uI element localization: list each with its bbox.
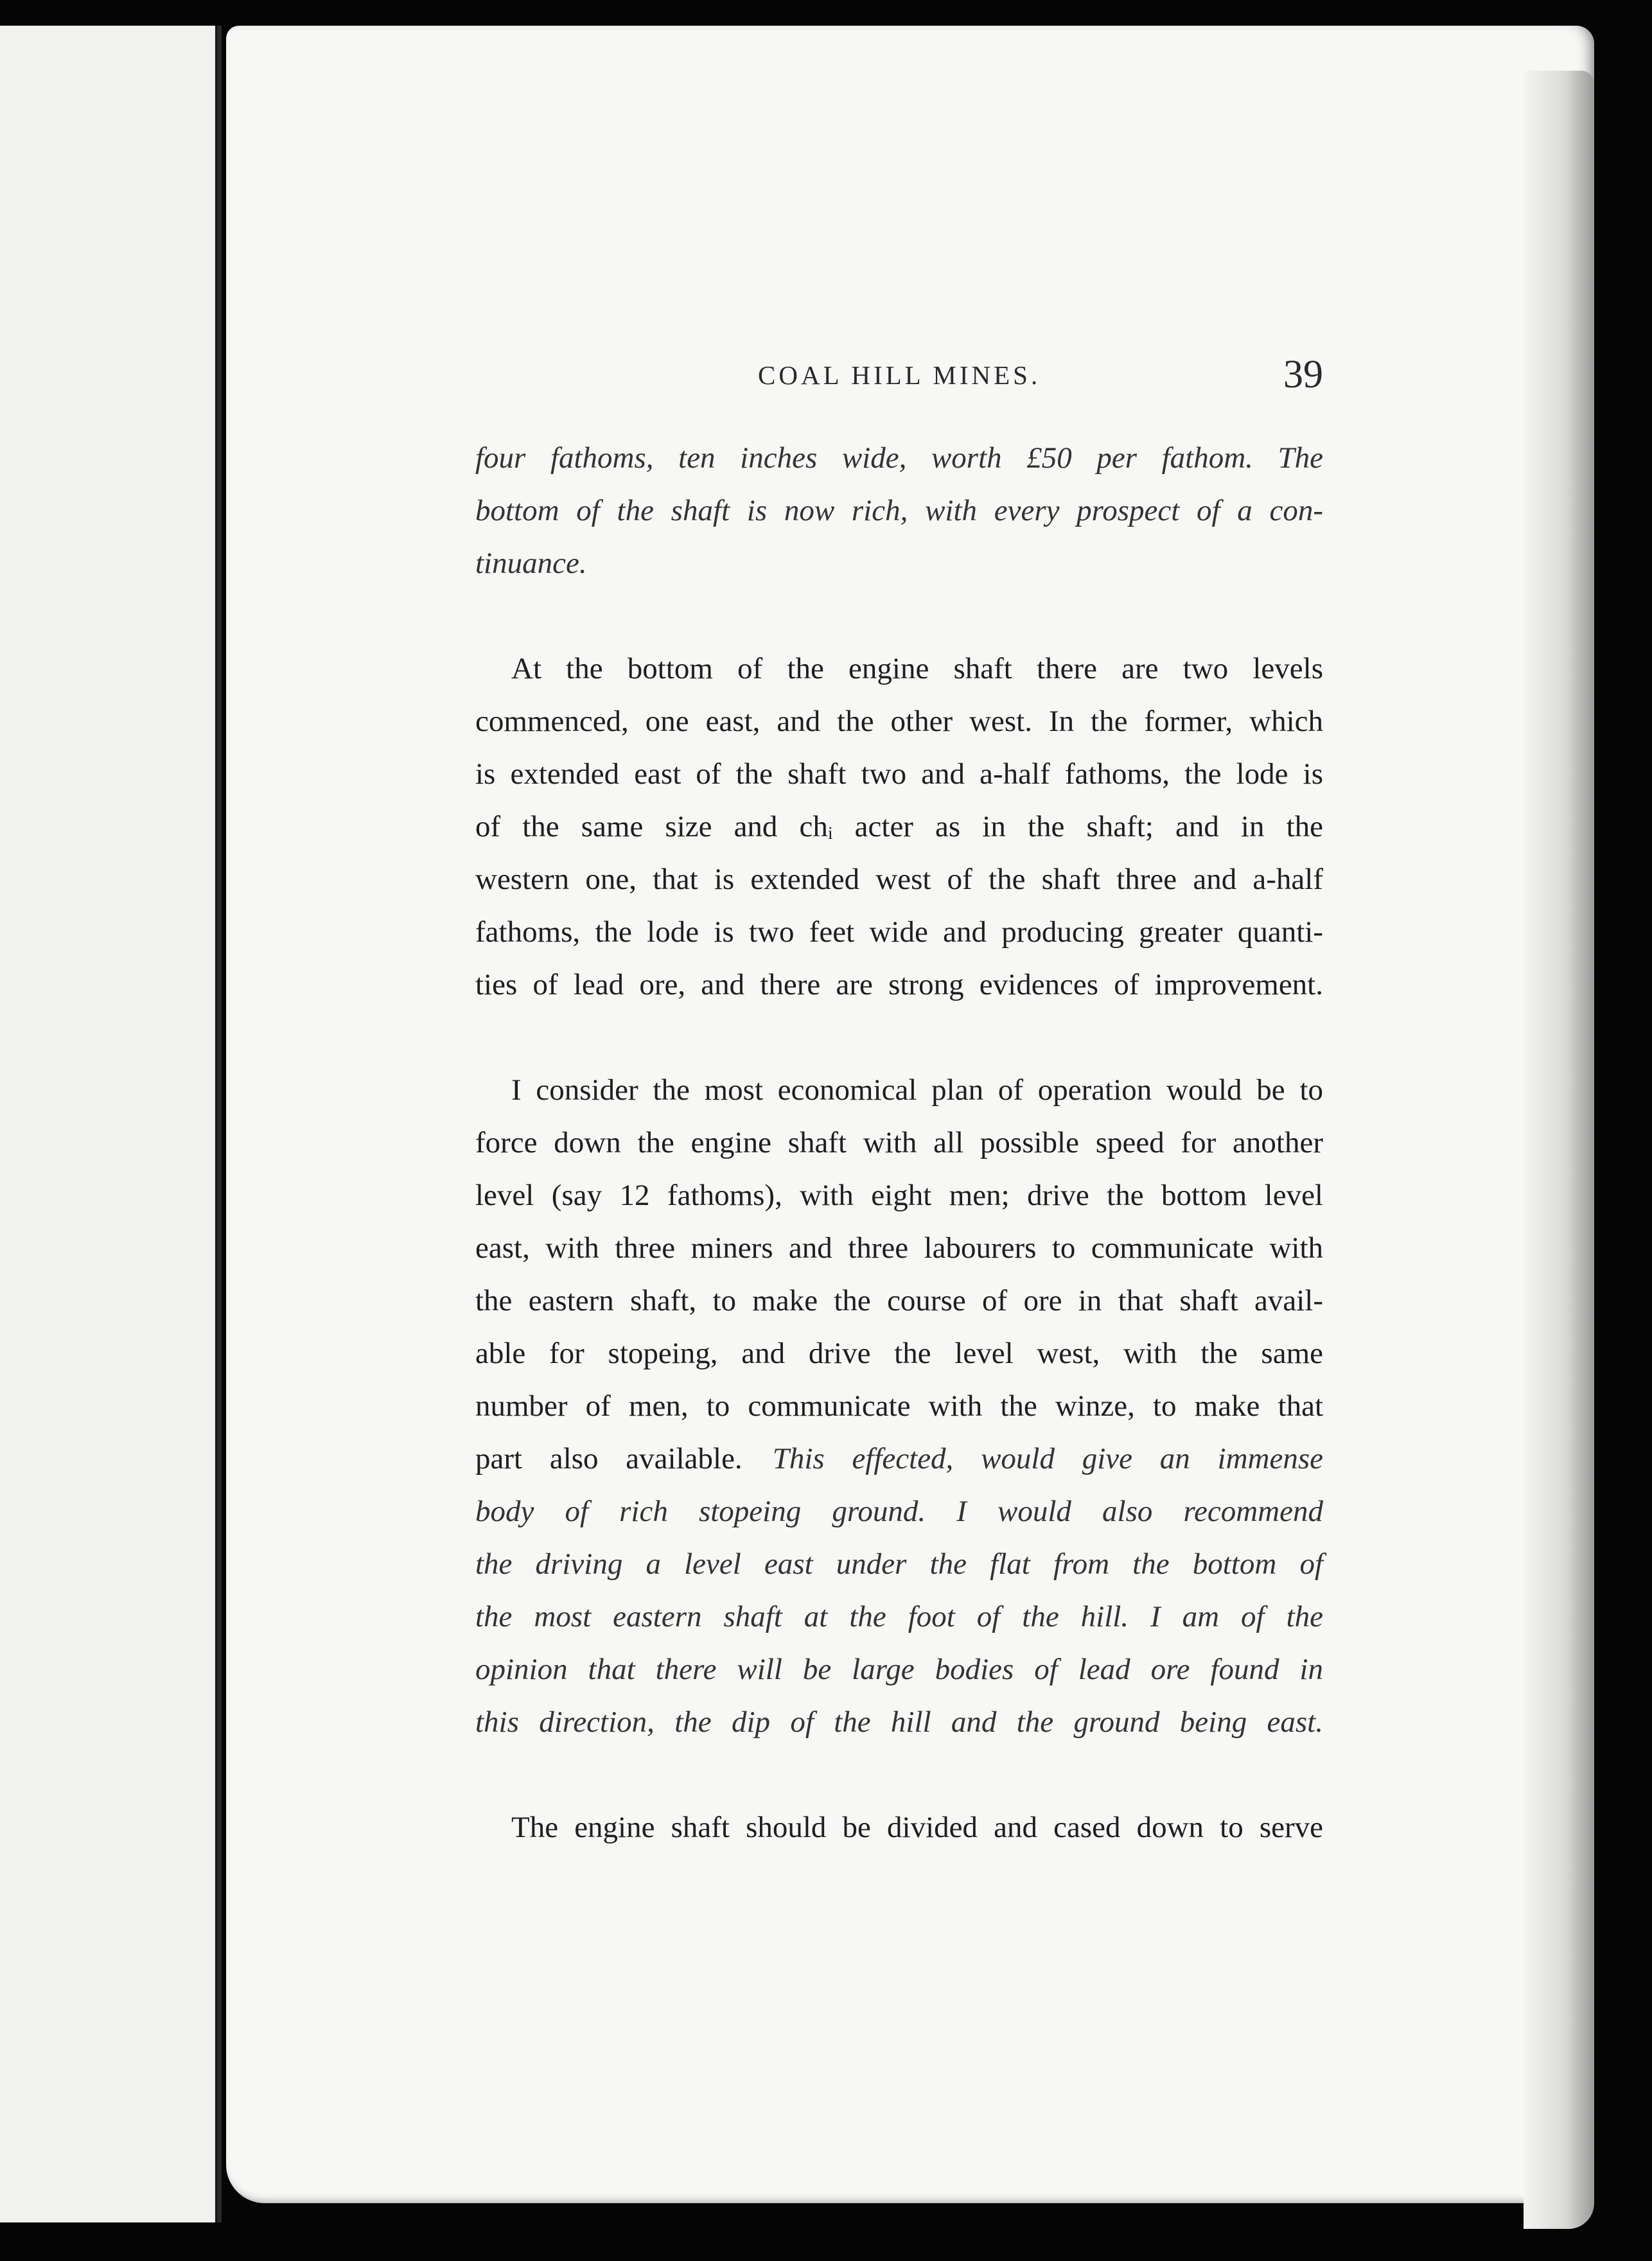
page-number: 39 [1283, 353, 1323, 396]
text-line: is extended east of the shaft two and a-half fathoms, the lode is [475, 757, 1323, 791]
text-line: of the same size and chᵢ acter as in the shaft; and in the [475, 810, 1323, 843]
text-line: east, with three miners and three labourers to communicate with [475, 1231, 1323, 1265]
paragraph-gap [475, 1011, 1323, 1064]
italic-text: This effected, would give an immense [772, 1442, 1324, 1475]
text-line: tinuance. [475, 547, 587, 580]
paragraph-2 [475, 642, 1323, 1011]
text-line: At the bottom of the engine shaft there are two levels [511, 652, 1323, 685]
text-line: The engine shaft should be divided and cased down to serve [511, 1811, 1323, 1844]
paragraph-3 [475, 1064, 1323, 1748]
text-line: able for stopeing, and drive the level west, with the same [475, 1337, 1323, 1370]
text-line: force down the engine shaft with all possible speed for another [475, 1126, 1323, 1159]
text-line: western one, that is extended west of the shaft three and a-half [475, 863, 1323, 896]
page-curl-shadow [1524, 71, 1594, 2229]
text-line: level (say 12 fathoms), with eight men; drive the bottom level [475, 1179, 1323, 1212]
facing-page-edge [0, 26, 218, 2222]
running-head: COAL HILL MINES. [758, 360, 1041, 390]
text-line: the driving a level east under the flat from the bottom of [475, 1547, 1323, 1581]
mixed-text-line [475, 1432, 1323, 1485]
text-line: the eastern shaft, to make the course of ore in that shaft avail- [475, 1284, 1323, 1317]
text-line: I consider the most economical plan of operation would be to [511, 1073, 1323, 1107]
paragraph-gap [475, 1748, 1323, 1801]
roman-text: part also available. [475, 1442, 743, 1475]
text-line: opinion that there will be large bodies of lead ore found in [475, 1653, 1323, 1686]
text-line: four fathoms, ten inches wide, worth £50 per fathom. The [475, 441, 1323, 475]
page-header [475, 352, 1323, 403]
paragraph-4 [475, 1801, 1323, 1854]
text-line: bottom of the shaft is now rich, with every prospect of a con- [475, 494, 1323, 527]
text-line: fathoms, the lode is two feet wide and producing greater quanti- [475, 915, 1323, 949]
text-line: number of men, to communicate with the winze, to make that [475, 1389, 1323, 1423]
text-line: this direction, the dip of the hill and the ground being east. [475, 1705, 1323, 1739]
paragraph-gap [475, 590, 1323, 642]
text-line: ties of lead ore, and there are strong evidences of improvement. [475, 968, 1323, 1001]
text-line: the most eastern shaft at the foot of the hill. I am of the [475, 1600, 1323, 1633]
text-line: body of rich stopeing ground. I would also recommend [475, 1495, 1323, 1528]
page-body [475, 432, 1323, 1854]
paragraph-1 [475, 432, 1323, 590]
text-line: commenced, one east, and the other west. In the former, which [475, 705, 1323, 738]
